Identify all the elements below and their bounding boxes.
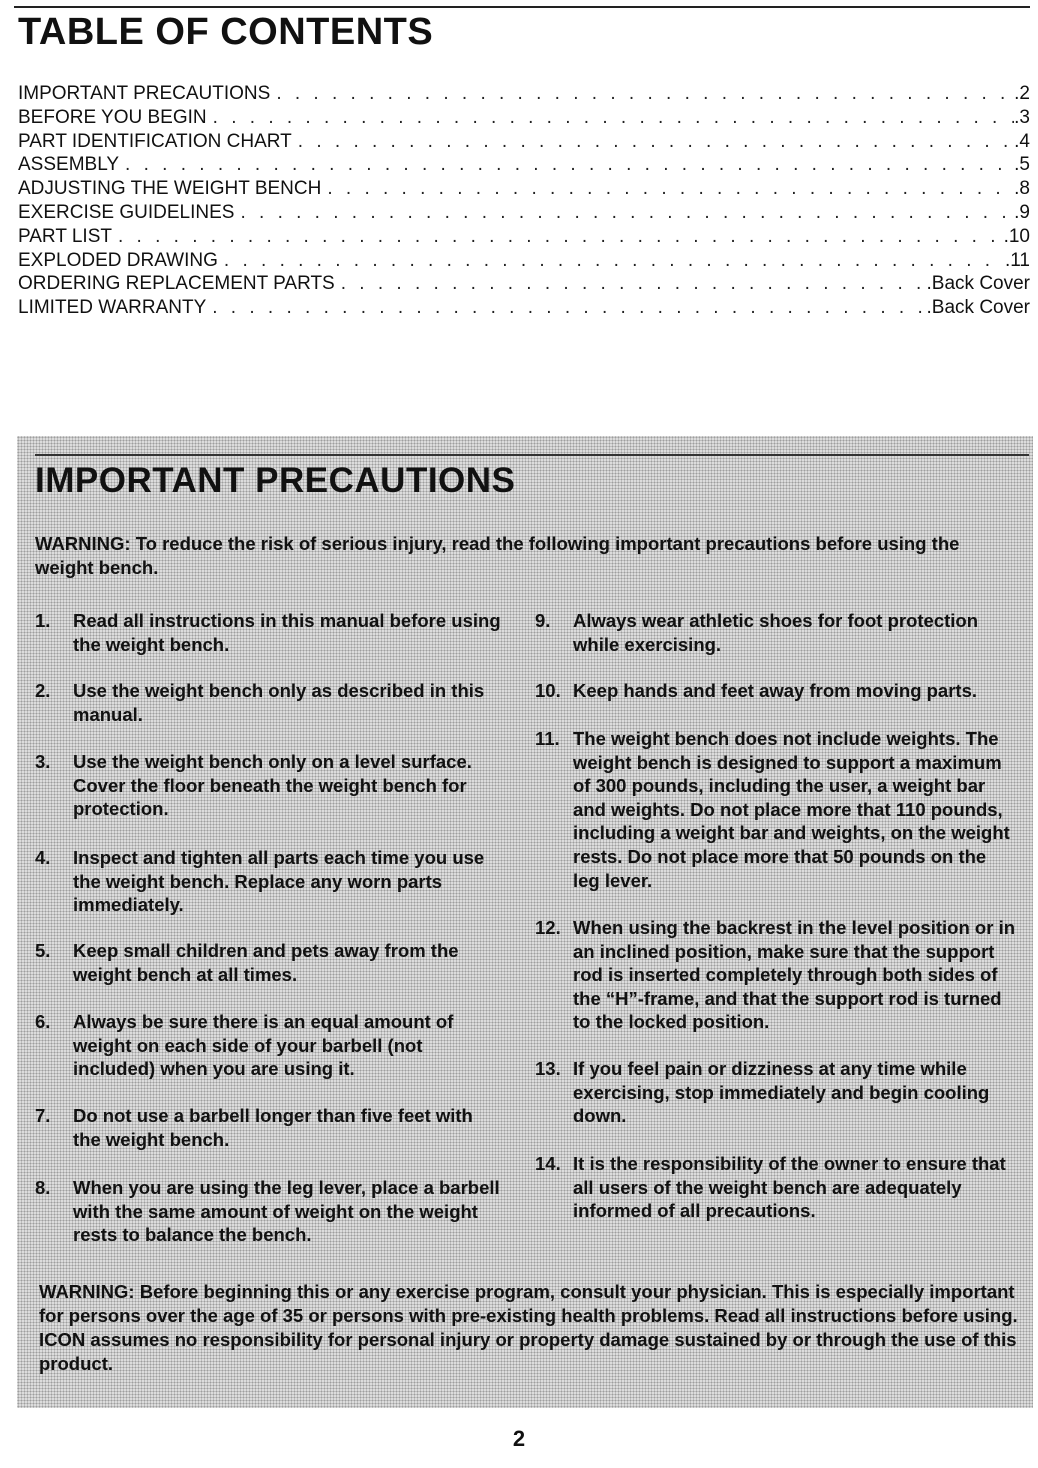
toc-entry-page: .10 [1003,225,1030,247]
toc-entry [18,296,1030,320]
toc-entry [18,177,1030,201]
toc-entry-page: .8 [1014,178,1030,200]
toc-leader-dots [276,82,1014,106]
toc-leader-dots [118,225,1004,249]
item-number: 7. [35,1105,51,1126]
toc-entry-page: .9 [1014,201,1030,223]
item-text: Keep hands and feet away from moving parts. [573,680,978,701]
toc-leader-dots [341,272,927,296]
toc-leader-dots [212,296,926,320]
item-number: 3. [35,751,51,772]
item-number: 6. [35,1011,51,1032]
item-number: 14. [535,1153,561,1174]
item-text: When you are using the leg lever, place a barbell with the same amount of weight on the weight rests to balance the bench. [73,1177,500,1246]
toc-leader-dots [224,249,1005,273]
toc-entry [18,153,1030,177]
toc-leader-dots [213,106,1015,130]
toc-entry-label: EXERCISE GUIDELINES [18,201,235,223]
precaution-item [535,679,1015,703]
item-text: Use the weight bench only on a level surface. Cover the floor beneath the weight bench for protection. [73,751,472,820]
item-number: 12. [535,917,561,938]
toc-entry [18,249,1030,273]
precautions-title: IMPORTANT PRECAUTIONS [35,461,516,500]
precaution-item [35,1176,505,1247]
precaution-item [35,939,505,986]
toc-title: TABLE OF CONTENTS [18,11,434,53]
item-text: Keep small children and pets away from the weight bench at all times. [73,940,459,985]
toc-entry-label: IMPORTANT PRECAUTIONS [18,83,271,104]
item-number: 1. [35,610,51,631]
toc-entry [18,225,1030,249]
toc-entry-label: ASSEMBLY [18,154,120,176]
warning-physician: WARNING: Before beginning this or any exercise program, consult your physician. This is especially important for persons over the age of 35 or persons with pre-existing health problems. Read all instructions before using. ICON assumes no responsibility for personal injury or property damage sustained by or through the use of this product. [39,1281,1018,1374]
precautions-rule [35,454,1029,456]
item-text: Use the weight bench only as described in this manual. [73,680,485,725]
toc-entry [18,201,1030,225]
precaution-item [35,1104,505,1151]
toc-entry-page: .2 [1014,83,1030,104]
precaution-item [535,916,1015,1034]
toc-entry [18,82,1030,106]
precautions-panel [17,436,1033,1408]
warning-intro: WARNING: To reduce the risk of serious injury, read the following important precautions before using the weight bench. [35,533,960,578]
toc-entry-label: PART IDENTIFICATION CHART [18,130,292,152]
item-text: Read all instructions in this manual before using the weight bench. [73,610,501,655]
precaution-item [535,727,1011,892]
toc-leader-dots [125,153,1014,177]
toc-entry [18,130,1030,154]
item-text: The weight bench does not include weights. The weight bench is designed to support a maximum of 300 pounds, including the user, a weight bar and weights. Do not place more that 110 pounds, including a weight bar and weights, on the weight rests. Do not place more that 50 pounds on the leg lever. [573,728,1010,891]
item-text: Always wear athletic shoes for foot protection while exercising. [573,610,979,655]
toc-entry-label: BEFORE YOU BEGIN [18,106,207,128]
toc-entry [18,106,1030,130]
precaution-item [535,1152,1011,1223]
item-number: 4. [35,847,51,868]
toc-entry-label: PART LIST [18,225,112,247]
toc-entry-label: LIMITED WARRANTY [18,297,207,319]
item-number: 8. [35,1177,51,1198]
precaution-item [35,1010,505,1081]
item-number: 9. [535,610,551,631]
item-text: It is the responsibility of the owner to ensure that all users of the weight bench are adequately informed of all precautions. [573,1153,1006,1222]
item-number: 10. [535,680,561,701]
precaution-item [35,609,505,656]
toc-leader-dots [327,177,1014,201]
item-number: 2. [35,680,51,701]
toc-entry-page: .3 [1014,106,1030,128]
precaution-item [35,750,517,821]
page-number: 2 [512,1426,526,1451]
toc-leader-dots [298,130,1014,154]
toc-entry-label: ORDERING REPLACEMENT PARTS [18,273,335,295]
precaution-item [35,846,505,917]
toc-entry-page: .11 [1004,249,1030,271]
item-text: When using the backrest in the level position or in an inclined position, make sure that the support rod is inserted completely through both sides of the “H”-frame, and that the support rod is turned to the locked position. [573,917,1016,1033]
item-text: If you feel pain or dizziness at any time while exercising, stop immediately and begin cooling down. [573,1058,990,1127]
toc-entry-label: EXPLODED DRAWING [18,249,218,271]
top-rule [14,6,1030,8]
precaution-item [535,609,1005,656]
toc-entry-page: .Back Cover [926,297,1030,319]
toc-entry-page: .4 [1014,130,1030,152]
item-text: Do not use a barbell longer than five feet with the weight bench. [73,1105,473,1150]
toc-list [18,82,1030,320]
item-number: 5. [35,940,51,961]
toc-entry-page: .Back Cover [926,273,1030,295]
item-number: 13. [535,1058,561,1079]
item-text: Always be sure there is an equal amount of weight on each side of your barbell (not included) when you are using it. [73,1011,454,1080]
toc-entry-label: ADJUSTING THE WEIGHT BENCH [18,178,322,200]
precaution-item [535,1057,1015,1128]
item-number: 11. [535,728,560,749]
item-text: Inspect and tighten all parts each time you use the weight bench. Replace any worn parts immediately. [73,847,485,916]
toc-leader-dots [240,201,1014,225]
toc-entry [18,272,1030,296]
toc-entry-page: .5 [1014,154,1030,176]
precaution-item [35,679,505,726]
